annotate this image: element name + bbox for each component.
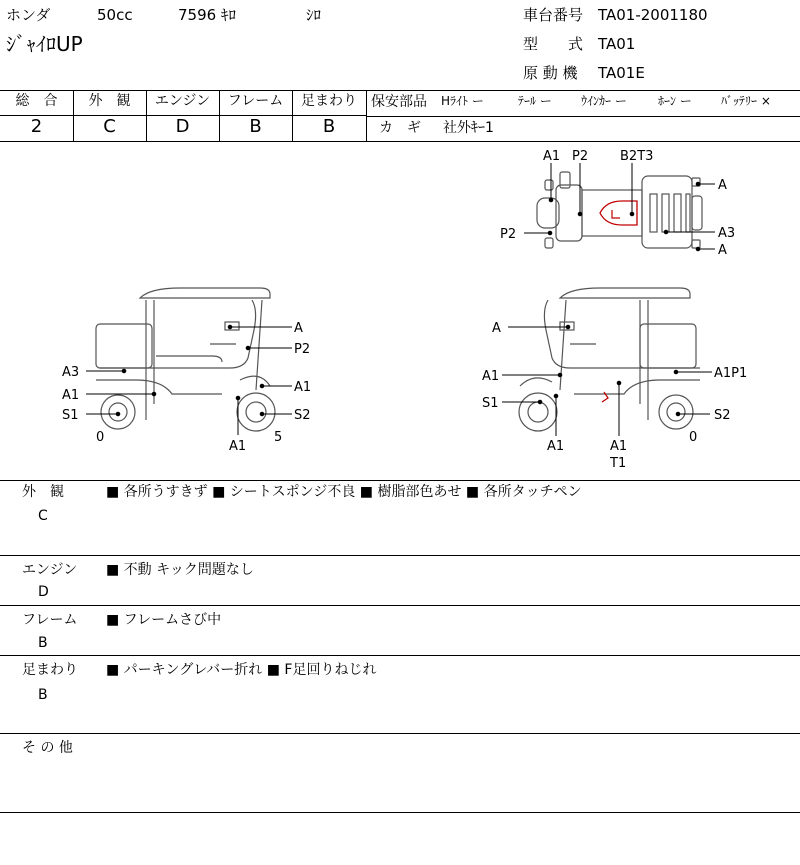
grade-engine: D	[175, 116, 190, 137]
rule-top	[0, 90, 800, 91]
right-label-a1-bottom2: A1	[610, 439, 628, 454]
left-view-scooter	[96, 288, 275, 431]
type-value: TA01	[598, 35, 636, 53]
top-label-a-lower: A	[718, 243, 727, 258]
grade-exterior: C	[103, 116, 116, 137]
safety-label: 保安部品	[371, 94, 427, 110]
grade-suspension: B	[322, 116, 336, 137]
remark-other-label: そ の 他	[22, 740, 73, 756]
grade-overall: 2	[30, 116, 43, 137]
engine-model: TA01E	[598, 64, 645, 82]
top-view-scooter	[537, 172, 702, 248]
mileage: 7596 ｷﾛ	[178, 6, 236, 24]
safety-horn: ﾎｰﾝ ー	[658, 94, 692, 108]
engine-label: 原 動 機	[523, 64, 578, 82]
left-label-p2: P2	[294, 342, 311, 357]
remark-frame-label: フレーム	[22, 612, 78, 628]
grade-header-exterior: 外 観	[88, 93, 131, 109]
key-label: カ ギ	[379, 120, 421, 136]
left-label-zero: 0	[96, 430, 105, 445]
rule-remarks-bottom	[0, 812, 800, 813]
rule-remarks-4	[0, 733, 800, 734]
safety-winker: ｳｲﾝｶｰ ー	[581, 94, 627, 108]
right-label-a1-bottom: A1	[547, 439, 565, 454]
rule-remarks-1	[0, 555, 800, 556]
remark-exterior-text: ■ 各所うすきず ■ シートスポンジ不良 ■ 樹脂部色あせ ■ 各所タッチペン	[106, 484, 582, 500]
remark-frame-grade: B	[38, 635, 48, 651]
remark-suspension-grade: B	[38, 687, 48, 703]
left-label-a1-right: A1	[294, 380, 312, 395]
remark-suspension-text: ■ パーキングレバー折れ ■ F足回りねじれ	[106, 662, 377, 678]
left-label-a1-bottom: A1	[229, 439, 247, 454]
right-label-a1p1: A1P1	[714, 366, 748, 381]
grade-header-overall: 総 合	[15, 93, 58, 109]
safety-battery: ﾊﾞｯﾃﾘｰ ×	[721, 94, 771, 108]
rule-remarks-3	[0, 655, 800, 656]
type-label: 型 式	[523, 35, 584, 53]
key-value: 社外ｷｰ1	[443, 120, 494, 136]
right-label-t1: T1	[610, 456, 627, 471]
left-label-five: 5	[274, 430, 283, 445]
remark-exterior-label: 外 観	[22, 484, 64, 500]
top-label-b2t3: B2T3	[620, 149, 654, 164]
left-label-a3: A3	[62, 365, 80, 380]
right-view-scooter	[519, 288, 700, 431]
safety-headlight: Hﾗｲﾄ ー	[441, 94, 484, 108]
rule-remarks-2	[0, 605, 800, 606]
remark-engine-text: ■ 不動 キック問題なし	[106, 562, 254, 578]
right-label-a1-left: A1	[482, 369, 500, 384]
remark-exterior-grade: C	[38, 508, 48, 524]
rule-remarks-top	[0, 480, 800, 481]
rule-safety-mid	[366, 116, 800, 117]
model-name: ｼﾞｬｲﾛUP	[6, 32, 83, 56]
maker: ホンダ	[6, 6, 51, 24]
safety-taillight: ﾃｰﾙ ー	[518, 94, 552, 108]
remark-engine-grade: D	[38, 584, 49, 600]
remark-frame-text: ■ フレームさび中	[106, 612, 222, 628]
color: ｼﾛ	[306, 6, 322, 24]
top-label-a-upper: A	[718, 178, 727, 193]
left-label-s1: S1	[62, 408, 79, 423]
rule-col-5	[366, 90, 367, 141]
right-label-s2: S2	[714, 408, 731, 423]
frame-number-label: 車台番号	[523, 6, 584, 24]
displacement: 50cc	[97, 6, 133, 24]
right-label-a: A	[492, 321, 501, 336]
right-label-s1: S1	[482, 396, 499, 411]
top-label-a1: A1	[543, 149, 561, 164]
grade-header-suspension: 足まわり	[301, 93, 357, 109]
right-label-zero: 0	[689, 430, 698, 445]
left-label-a: A	[294, 321, 303, 336]
remark-suspension-label: 足まわり	[22, 662, 78, 678]
grade-frame: B	[249, 116, 262, 137]
remark-engine-label: エンジン	[22, 562, 78, 578]
top-label-a3: A3	[718, 226, 736, 241]
top-label-p2-left: P2	[500, 227, 517, 242]
left-label-a1-left: A1	[62, 388, 80, 403]
grade-header-frame: フレーム	[227, 93, 284, 109]
grade-header-engine: エンジン	[154, 93, 211, 109]
left-label-s2: S2	[294, 408, 311, 423]
top-label-p2: P2	[572, 149, 589, 164]
scooter-diagram	[0, 141, 800, 481]
frame-number: TA01-2001180	[598, 6, 708, 24]
